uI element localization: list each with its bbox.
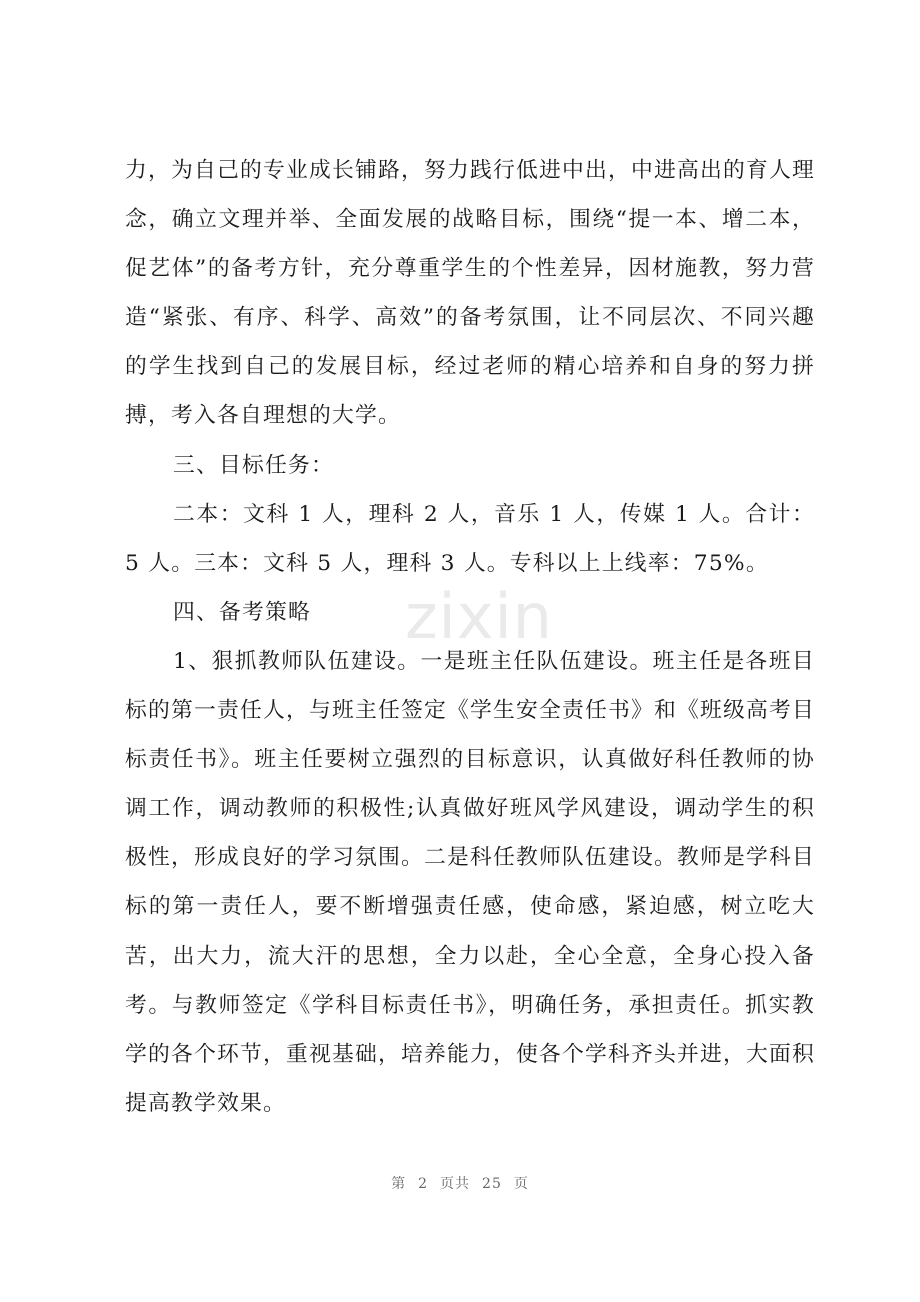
footer-middle: 页共: [440, 1176, 471, 1192]
heading-exam-strategy: 四、备考策略: [173, 599, 311, 625]
watermark: zixin: [405, 580, 553, 653]
heading-target-tasks: 三、目标任务：: [173, 452, 334, 478]
footer-page-number: 2: [418, 1176, 429, 1192]
footer-prefix: 第: [391, 1176, 407, 1192]
page-footer: [0, 1173, 920, 1193]
paragraph-teacher-team: 1、狠抓教师队伍建设。一是班主任队伍建设。班主任是各班目标的第一责任人，与班主任签定《学生安全责任书》和《班级高考目标责任书》。班主任要树立强烈的目标意识，认真做好科任教师的协调工作，调动教师的积极性;认真做好班风学风建设，调动学生的积极性，形成良好的学习氛围。二是科任教师队伍建设。教师是学科目标的第一责任人，要不断增强责任感，使命感，紧迫感，树立吃大苦，出大力，流大汗的思想，全力以赴，全心全意，全身心投入备考。与教师签定《学科目标责任书》，明确任务，承担责任。抓实教学的各个环节，重视基础，培养能力，使各个学科齐头并进，大面积提高教学效果。: [125, 648, 815, 1116]
paragraph-targets: 二本：文科 1 人，理科 2 人，音乐 1 人，传媒 1 人。合计：5 人。三本：文科 5 人，理科 3 人。专科以上上线率：75%。: [125, 501, 815, 576]
footer-total-pages: 25: [482, 1176, 502, 1192]
paragraph-continuation: 力，为自己的专业成长铺路，努力践行低进中出，中进高出的育人理念，确立文理并举、全面发展的战略目标，围绕“提一本、增二本，促艺体”的备考方针，充分尊重学生的个性差异，因材施教，努力营造“紧张、有序、科学、高效”的备考氛围，让不同层次、不同兴趣的学生找到自己的发展目标，经过老师的精心培养和自身的努力拼搏，考入各自理想的大学。: [125, 158, 815, 429]
document-body: [125, 146, 815, 1128]
footer-suffix: 页: [513, 1176, 529, 1192]
